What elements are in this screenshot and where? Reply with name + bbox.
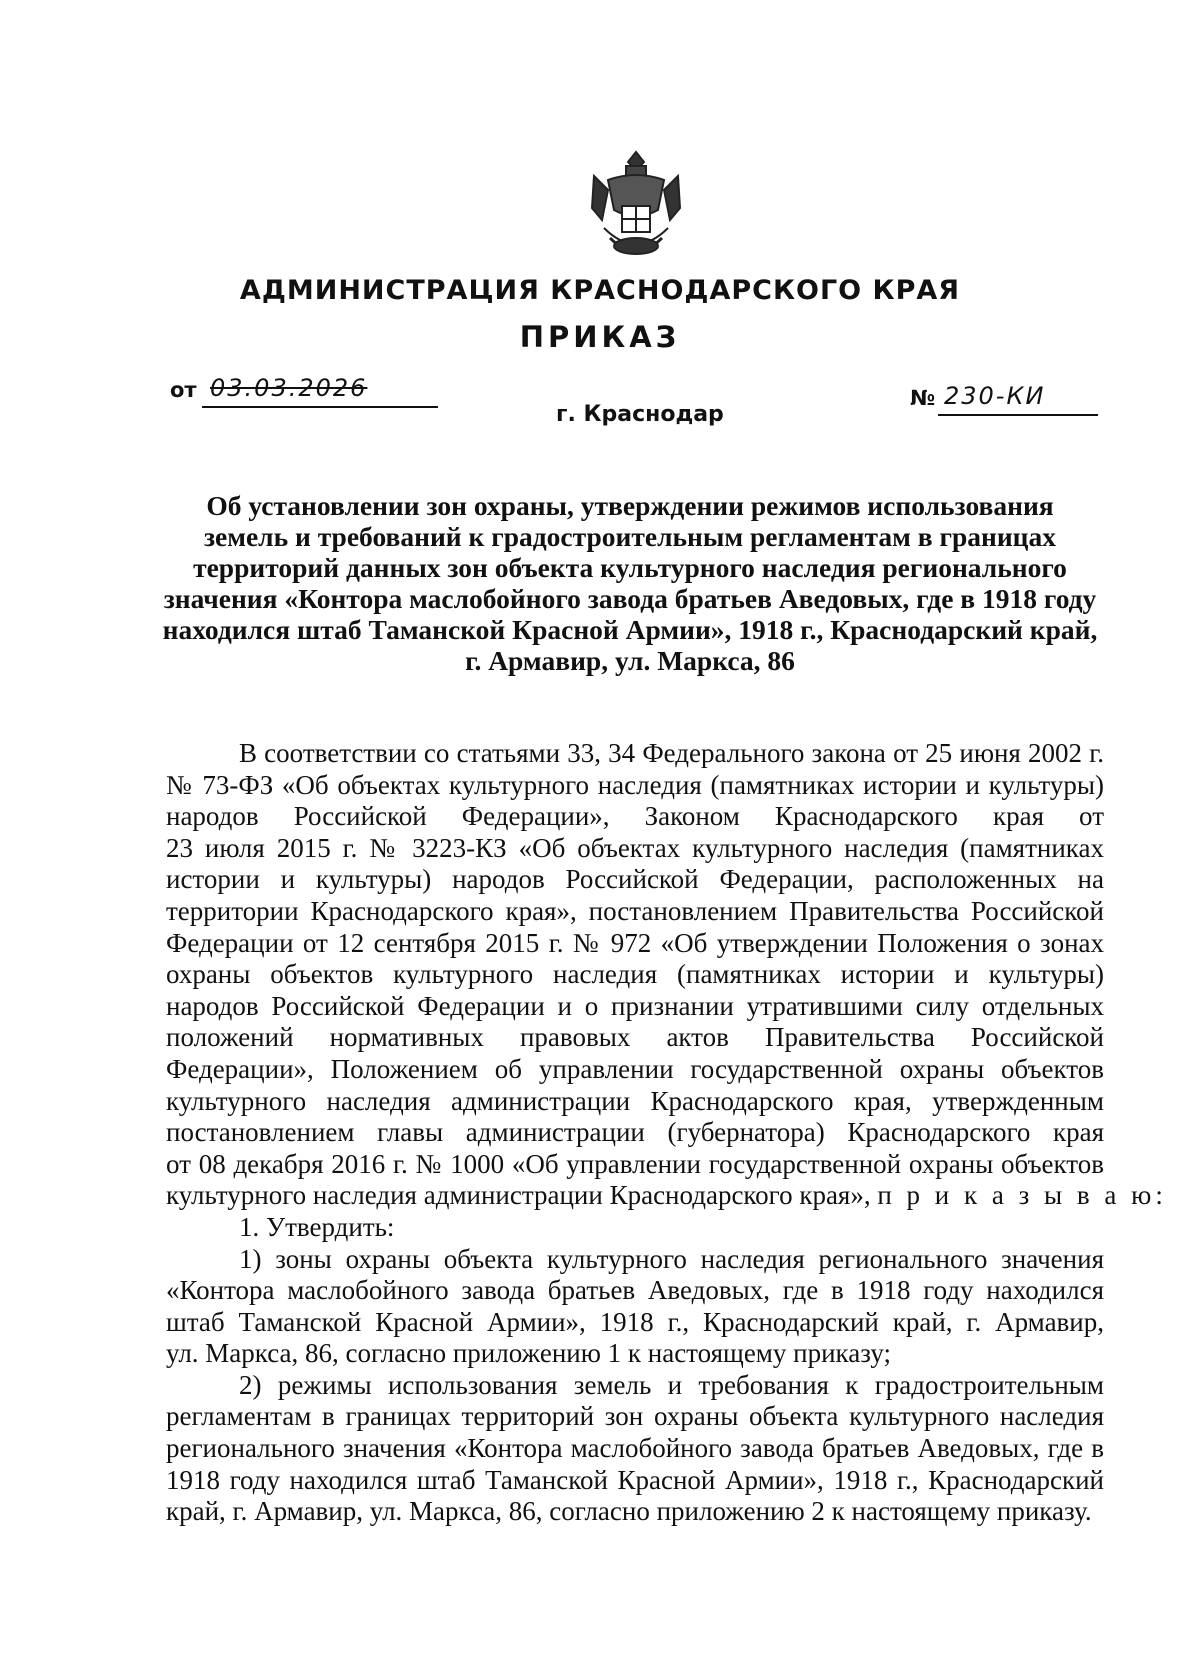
body-line: территории Краснодарского края», постановлением Правительства Российской (166, 895, 1104, 926)
body-line: Федерации от 12 сентября 2015 г. № 972 «Об утверждении Положения о зонах (166, 927, 1104, 958)
title-line: Об установлении зон охраны, утверждении режимов использования (206, 490, 1054, 521)
coat-of-arms-icon (588, 150, 684, 266)
number-value: 230-КИ (944, 382, 1046, 410)
body-line: 1) зоны охраны объекта культурного наследия регионального значения (239, 1243, 1104, 1274)
body-line: положений нормативных правовых актов Правительства Российской (166, 1022, 1104, 1053)
number-field (910, 382, 1100, 418)
title-line: территорий данных зон объекта культурного наследия регионального (193, 552, 1067, 583)
body-line: охраны объектов культурного наследия (памятниках истории и культуры) (166, 959, 1104, 990)
document-title (155, 490, 1105, 676)
body-line: 2) режимы использования земель и требования к градостроительным (239, 1369, 1104, 1400)
body-line: В соответствии со статьями 33, 34 Федерального закона от 25 июня 2002 г. (239, 738, 1104, 768)
body-line: регионального значения «Контора маслобойного завода братьев Аведовых, где в (166, 1433, 1104, 1464)
order-word: п р и к а з ы в а ю: (877, 1180, 1167, 1211)
body-line: штаб Таманской Красной Армии», 1918 г., Краснодарский край, г. Армавир, (166, 1306, 1104, 1337)
body-line-with-order-word (166, 1180, 1167, 1212)
document-body (166, 738, 1167, 1528)
document-type: ПРИКАЗ (519, 320, 681, 354)
date-value: 03.03.2026 (210, 374, 368, 402)
body-line: 1918 году находился штаб Таманской Красной Армии», 1918 г., Краснодарский (166, 1464, 1104, 1495)
title-line: г. Армавир, ул. Маркса, 86 (465, 645, 795, 676)
body-line: 23 июля 2015 г. № 3223-КЗ «Об объектах культурного наследия (памятниках (166, 832, 1104, 863)
body-line: истории и культуры) народов Российской Федерации, расположенных на (166, 864, 1104, 895)
body-line: культурного наследия администрации Краснодарского края, утвержденным (166, 1085, 1104, 1116)
body-line: постановлением главы администрации (губернатора) Краснодарского края (166, 1117, 1104, 1148)
body-line: ул. Маркса, 86, согласно приложению 1 к настоящему приказу; (166, 1338, 891, 1369)
city: г. Краснодар (556, 402, 724, 427)
number-underline (938, 414, 1098, 416)
body-line: регламентам в границах территорий зон охраны объекта культурного наследия (166, 1401, 1104, 1432)
body-line: № 73-ФЗ «Об объектах культурного наследия (памятниках истории и культуры) (166, 769, 1104, 800)
organization-name: АДМИНИСТРАЦИЯ КРАСНОДАРСКОГО КРАЯ (239, 275, 961, 306)
body-line: «Контора маслобойного завода братьев Аведовых, где в 1918 году находился (166, 1275, 1104, 1306)
body-line: народов Российской Федерации», Законом Краснодарского края от (166, 801, 1104, 832)
title-line: значения «Контора маслобойного завода братьев Аведовых, где в 1918 году (163, 583, 1097, 614)
title-line: находился штаб Таманской Красной Армии», 1918 г., Краснодарский край, (162, 614, 1098, 645)
date-label: от (170, 378, 197, 402)
body-line: Федерации», Положением об управлении государственной охраны объектов (166, 1053, 1104, 1084)
body-line: народов Российской Федерации и о признании утратившими силу отдельных (166, 990, 1104, 1021)
date-field (170, 374, 440, 410)
body-line: 1. Утвердить: (239, 1211, 395, 1242)
body-line: от 08 декабря 2016 г. № 1000 «Об управлении государственной охраны объектов (166, 1148, 1104, 1179)
number-label: № (910, 386, 936, 410)
title-line: земель и требований к градостроительным регламентам в границах (203, 521, 1057, 552)
date-underline (202, 406, 438, 408)
body-line: край, г. Армавир, ул. Маркса, 86, согласно приложению 2 к настоящему приказу. (166, 1496, 1092, 1527)
body-line: культурного наследия администрации Краснодарского края», (166, 1180, 871, 1211)
